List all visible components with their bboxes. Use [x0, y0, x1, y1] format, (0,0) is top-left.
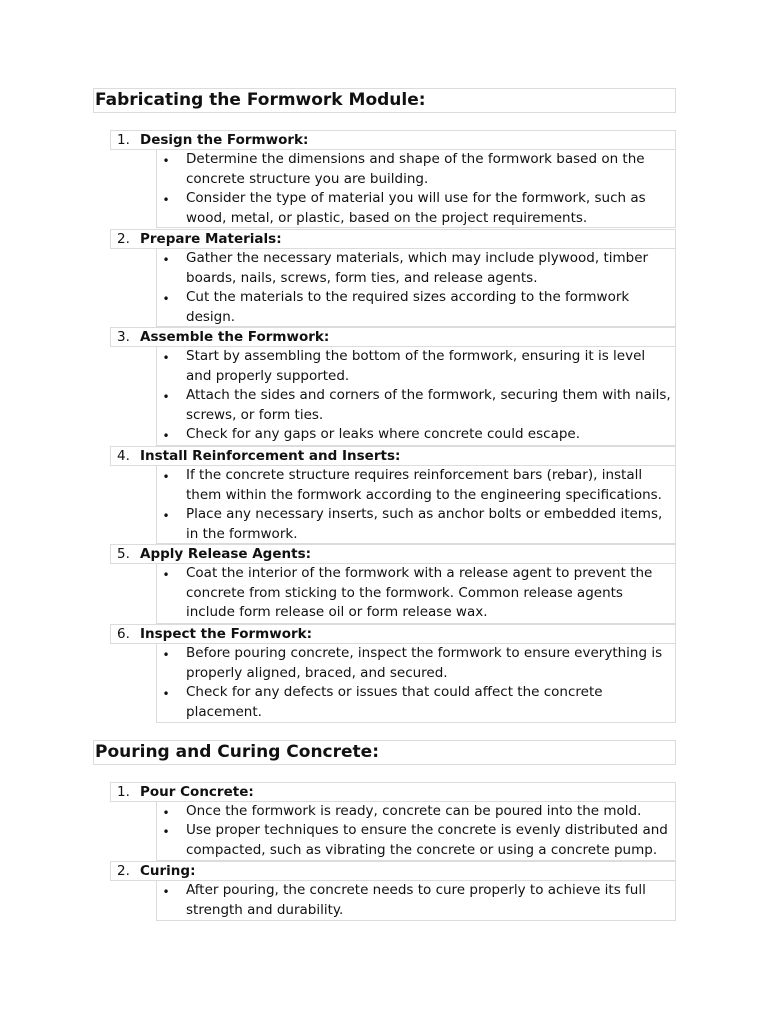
bullet-icon: •	[162, 292, 170, 306]
step-row	[110, 782, 676, 802]
bullet-icon: •	[162, 509, 170, 523]
list-item	[157, 802, 675, 822]
list-item	[157, 505, 675, 544]
list-item-text: Use proper techniques to ensure the concrete is evenly distributed and compacted, such as vibrating the concrete or using a concrete pump.	[186, 822, 668, 858]
list-item-text: If the concrete structure requires reinforcement bars (rebar), install them within the formwork according to the engineering specifications.	[186, 467, 662, 503]
list-item	[157, 466, 675, 505]
list-item-text: Coat the interior of the formwork with a release agent to prevent the concrete from sticking to the formwork. Common release agents include form release oil or form release wax.	[186, 565, 653, 620]
list-item	[157, 821, 675, 860]
bullet-icon: •	[162, 806, 170, 820]
bullet-icon: •	[162, 154, 170, 168]
bullet-list	[156, 150, 676, 228]
step-number: 2.	[117, 863, 130, 879]
step-number: 3.	[117, 329, 130, 345]
step-row	[110, 327, 676, 347]
step-row	[110, 544, 676, 564]
bullet-list	[156, 466, 676, 544]
bullet-icon: •	[162, 568, 170, 582]
section-heading: Fabricating the Formwork Module:	[93, 88, 676, 113]
step-title: Apply Release Agents:	[140, 546, 312, 562]
list-item	[157, 644, 675, 683]
step-title: Prepare Materials:	[140, 231, 282, 247]
bullet-icon: •	[162, 825, 170, 839]
list-item	[157, 386, 675, 425]
bullet-icon: •	[162, 429, 170, 443]
list-item-text: Gather the necessary materials, which may include plywood, timber boards, nails, screws, form ties, and release agents.	[186, 250, 649, 286]
bullet-list	[156, 347, 676, 446]
bullet-icon: •	[162, 253, 170, 267]
step-number: 1.	[117, 132, 130, 148]
list-item-text: Start by assembling the bottom of the formwork, ensuring it is level and properly supported.	[186, 348, 646, 384]
list-item	[157, 189, 675, 228]
bullet-list	[156, 564, 676, 624]
step-number: 2.	[117, 231, 130, 247]
step-row	[110, 130, 676, 150]
section-heading: Pouring and Curing Concrete:	[93, 740, 676, 765]
list-item	[157, 249, 675, 288]
list-item-text: Check for any defects or issues that could affect the concrete placement.	[186, 684, 603, 720]
bullet-list	[156, 802, 676, 861]
list-item-text: Attach the sides and corners of the formwork, securing them with nails, screws, or form ties.	[186, 387, 671, 423]
bullet-list	[156, 881, 676, 921]
step-title: Pour Concrete:	[140, 784, 254, 800]
step-number: 6.	[117, 626, 130, 642]
bullet-icon: •	[162, 470, 170, 484]
list-item	[157, 881, 675, 920]
list-item-text: Once the formwork is ready, concrete can be poured into the mold.	[186, 803, 642, 819]
bullet-icon: •	[162, 351, 170, 365]
list-item	[157, 564, 675, 623]
list-item-text: Before pouring concrete, inspect the formwork to ensure everything is properly aligned, braced, and secured.	[186, 645, 663, 681]
list-item	[157, 683, 675, 722]
step-title: Inspect the Formwork:	[140, 626, 313, 642]
list-item	[157, 150, 675, 189]
step-title: Install Reinforcement and Inserts:	[140, 448, 401, 464]
step-row	[110, 229, 676, 249]
step-row	[110, 446, 676, 466]
bullet-icon: •	[162, 687, 170, 701]
list-item	[157, 425, 675, 445]
step-title: Assemble the Formwork:	[140, 329, 330, 345]
list-item-text: Cut the materials to the required sizes according to the formwork design.	[186, 289, 630, 325]
bullet-icon: •	[162, 193, 170, 207]
step-number: 5.	[117, 546, 130, 562]
bullet-icon: •	[162, 648, 170, 662]
list-item-text: Place any necessary inserts, such as anchor bolts or embedded items, in the formwork.	[186, 506, 663, 542]
step-title: Design the Formwork:	[140, 132, 309, 148]
bullet-list	[156, 249, 676, 327]
step-title: Curing:	[140, 863, 196, 879]
step-row	[110, 624, 676, 644]
list-item	[157, 288, 675, 327]
bullet-icon: •	[162, 390, 170, 404]
step-row	[110, 861, 676, 881]
list-item-text: Consider the type of material you will use for the formwork, such as wood, metal, or plastic, based on the project requirements.	[186, 190, 646, 226]
list-item	[157, 347, 675, 386]
bullet-list	[156, 644, 676, 723]
bullet-icon: •	[162, 885, 170, 899]
list-item-text: After pouring, the concrete needs to cure properly to achieve its full strength and durability.	[186, 882, 646, 918]
list-item-text: Determine the dimensions and shape of the formwork based on the concrete structure you are building.	[186, 151, 645, 187]
step-number: 1.	[117, 784, 130, 800]
list-item-text: Check for any gaps or leaks where concrete could escape.	[186, 426, 581, 442]
step-number: 4.	[117, 448, 130, 464]
